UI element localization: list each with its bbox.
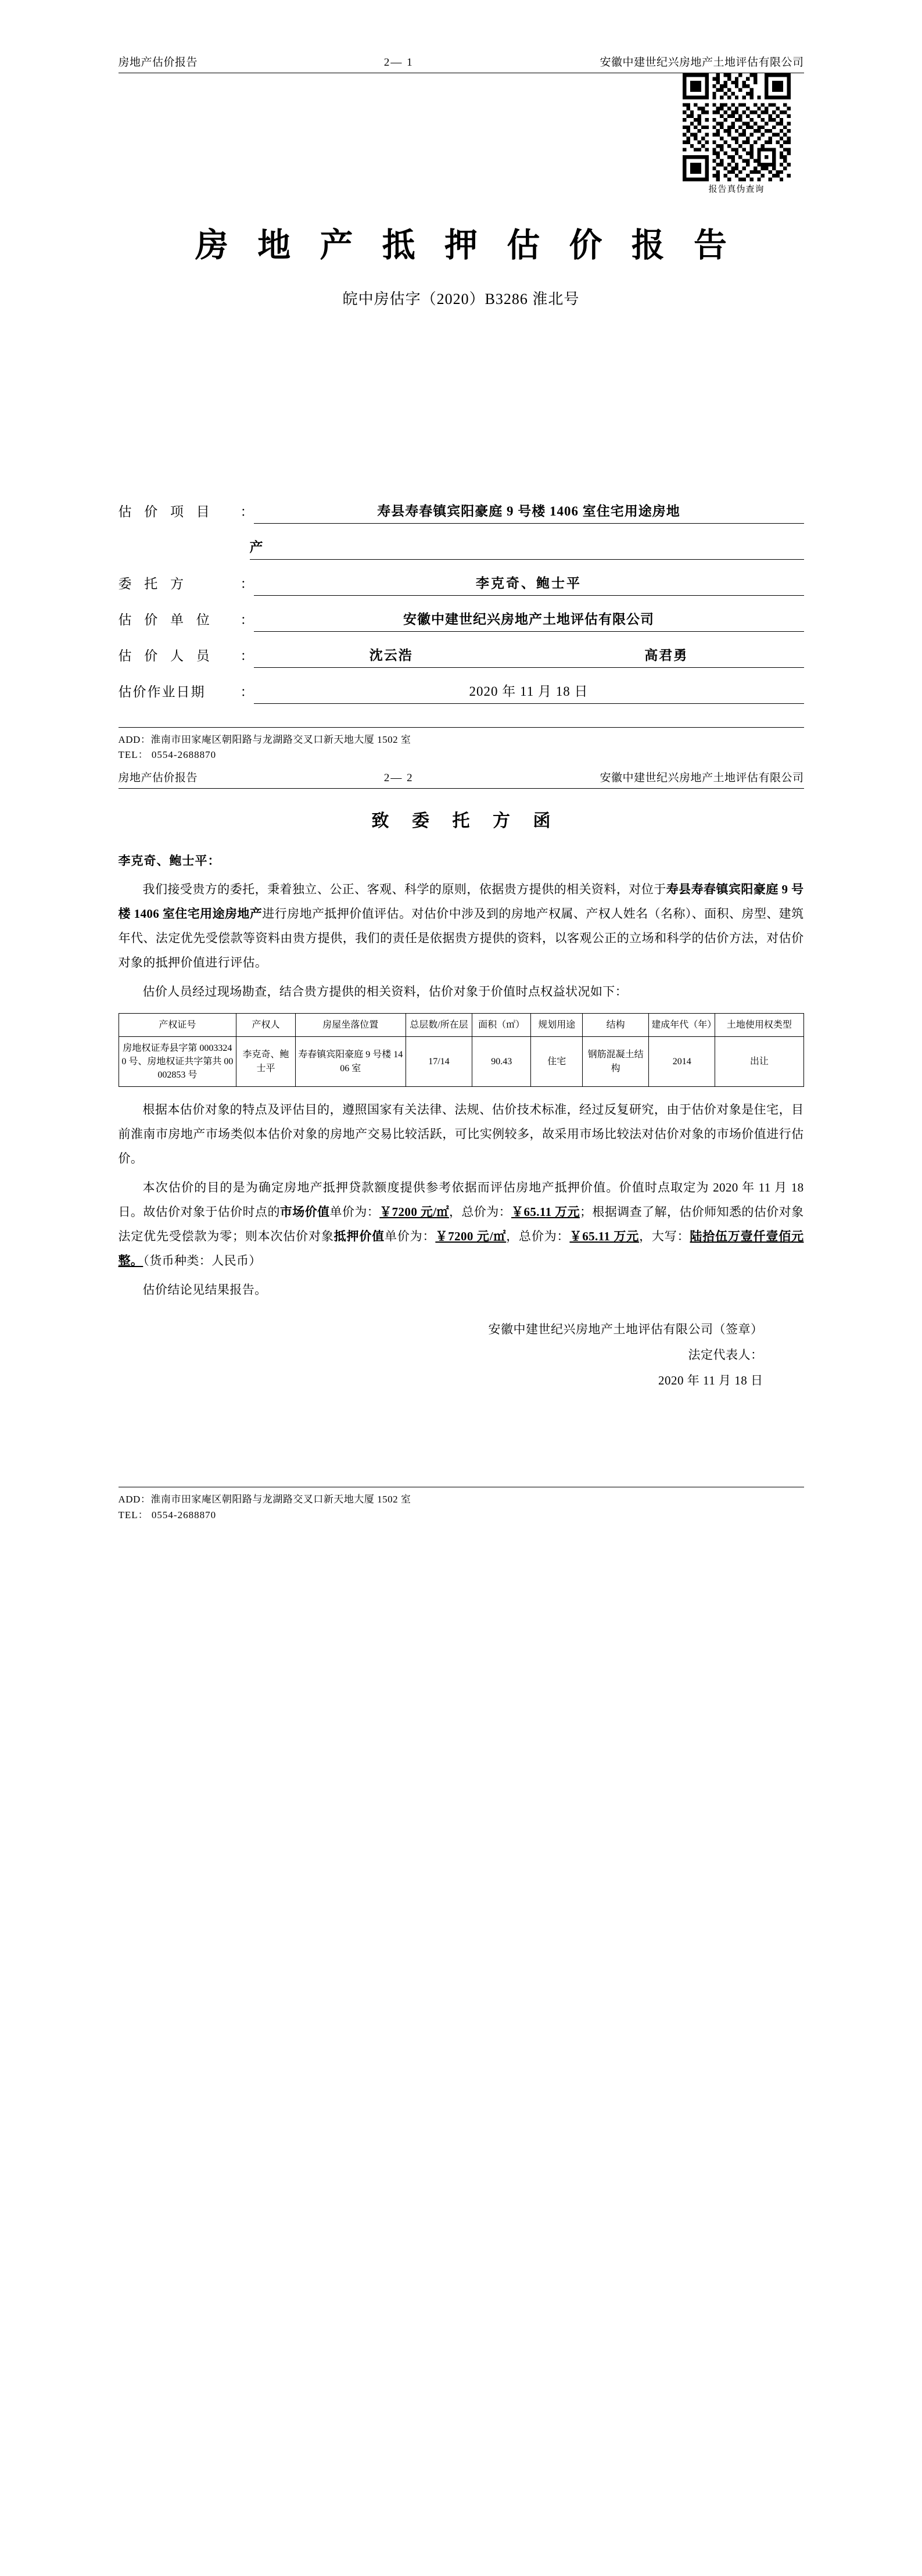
letter-paragraph-4 — [119, 1175, 804, 1273]
letter-paragraph-3 — [119, 1097, 804, 1171]
running-header-page-number: 2— 1 — [383, 56, 414, 69]
para1-seg3: 进行房地产抵押价值评估。对估价中涉及到的房地产权属、产权人姓名（名称）、面积、房型、建筑年代、法定优先受偿款等资料由贵方提供，我们的责任是依据贵方提供的资料，以客观公正的立场和科学的估价方法，对估价对象的抵押价值进行评估。 — [118, 906, 804, 969]
td-year: 2014 — [649, 1036, 715, 1087]
td-area: 90.43 — [472, 1036, 530, 1087]
signature-company: 安徽中建世纪兴房地产土地评估有限公司（签章） — [488, 1322, 763, 1337]
para5-seg1: 估价结论见结果报告。 — [142, 1283, 267, 1297]
td-cert-no: 房地权证寿县字第 00033240 号、房地权证共字第共 00002853 号 — [119, 1036, 236, 1087]
td-land-right: 出让 — [715, 1036, 803, 1087]
running-header-right: 安徽中建世纪兴房地产土地评估有限公司 — [600, 56, 804, 69]
para4-seg11: ，总价为： — [506, 1229, 570, 1244]
letter-paragraph-1 — [119, 877, 804, 975]
th-floors: 总层数/所在层 — [406, 1013, 472, 1036]
property-table-header-row — [119, 1013, 803, 1036]
footer-tel-2: TEL： 0554-2688870 — [118, 1509, 217, 1520]
letter-paragraph-2 — [119, 979, 804, 1004]
field-appraiser-2: 高君勇 — [644, 648, 688, 663]
para4-market-value-label: 市场价值 — [279, 1205, 330, 1219]
th-usage: 规划用途 — [531, 1013, 583, 1036]
para4-seg15: （货币种类：人民币） — [143, 1254, 261, 1268]
para4-seg9: 单价为： — [385, 1229, 436, 1244]
running-header-page1 — [119, 53, 804, 73]
td-usage: 住宅 — [531, 1036, 583, 1087]
td-structure: 钢筋混凝土结构 — [583, 1036, 649, 1087]
signature-legal-rep: 法定代表人： — [688, 1348, 763, 1362]
field-client-value: 李克奇、鲍士平 — [254, 573, 804, 596]
running-header-page-number-2: 2— 2 — [383, 771, 414, 784]
para2-seg1: 估价人员经过现场勘查，结合贵方提供的相关资料，估价对象于价值时点权益状况如下： — [142, 984, 628, 999]
qr-block — [679, 73, 795, 195]
letter-bottom-spacer — [119, 1394, 804, 1464]
para4-seg5: ，总价为： — [449, 1205, 512, 1219]
para4-seg13: ，大写： — [639, 1229, 690, 1244]
td-location: 寿春镇宾阳豪庭 9 号楼 1406 室 — [295, 1036, 406, 1087]
para4-mortgage-value-label: 抵押价值 — [333, 1229, 385, 1244]
para4-mortgage-total-price: ￥65.11 万元 — [569, 1229, 640, 1244]
footer-tel: TEL： 0554-2688870 — [118, 749, 217, 761]
letter-paragraph-5 — [119, 1278, 804, 1302]
cover-sheet — [119, 0, 804, 763]
th-location: 房屋坐落位置 — [295, 1013, 406, 1036]
field-appraisers-values — [254, 645, 804, 668]
para1-subject: 寿县寿春镇宾阳豪庭 9 号楼 1406 室住宅用途房地产 — [118, 882, 804, 921]
td-floors: 17/14 — [406, 1036, 472, 1087]
field-appraisal-company-colon: ： — [240, 613, 254, 627]
th-area: 面积（㎡） — [472, 1013, 530, 1036]
footer-address-2: ADD：淮南市田家庵区朝阳路与龙湖路交叉口新天地大厦 1502 室 — [118, 1494, 411, 1505]
para3-seg1: 根据本估价对象的特点及评估目的，遵照国家有关法律、法规、估价技术标准，经过反复研究，由于估价对象是住宅，目前淮南市房地产市场类似本估价对象的房地产交易比较活跃，可比实例较多，故采用市场比较法对估价对象的市场价值进行估价。 — [118, 1103, 804, 1166]
field-appraisers-colon: ： — [240, 649, 254, 663]
footer-page1 — [119, 727, 804, 763]
signature-date: 2020 年 11 月 18 日 — [658, 1373, 763, 1388]
footer-page2 — [119, 1487, 804, 1523]
para1-seg1: 我们接受贵方的委托，秉着独立、公正、客观、科学的原则，依据贵方提供的相关资料，对位于 — [142, 882, 666, 896]
qr-caption: 报告真伪查询 — [708, 185, 765, 194]
para4-mortgage-unit-price: ￥7200 元/㎡ — [435, 1229, 507, 1244]
field-project-label: 估 价 项 目 — [118, 505, 214, 519]
field-appraisal-date-label: 估价作业日期 — [118, 685, 206, 699]
letter-salutation: 李克奇、鲍士平： — [118, 853, 221, 868]
page-title: 房 地 产 抵 押 估 价 报 告 — [195, 227, 737, 264]
cover-qr-area — [119, 73, 804, 219]
letter-title: 致 委 托 方 函 — [371, 811, 560, 831]
field-appraisal-company-label: 估 价 单 位 — [118, 613, 214, 627]
field-project-value: 寿县寿春镇宾阳豪庭 9 号楼 1406 室住宅用途房地 — [254, 500, 804, 524]
th-owner: 产权人 — [236, 1013, 295, 1036]
field-client-colon: ： — [240, 577, 254, 591]
para4-seg1: 本次估价的目的是为确定房地产抵押贷款额度提供参考依据而评估房地产抵押价值。价值时点取定为 2020 年 11 月 18 日。故估价对象于估价时点的 — [118, 1180, 804, 1219]
report-number: 皖中房估字（2020）B3286 淮北号 — [342, 291, 580, 307]
running-header-left-2: 房地产估价报告 — [118, 771, 198, 784]
th-cert-no: 产权证号 — [119, 1013, 236, 1036]
cover-field-list — [119, 500, 804, 704]
field-client-label: 委 托 方 — [118, 577, 188, 591]
field-appraiser-1: 沈云浩 — [369, 648, 413, 663]
th-structure: 结构 — [583, 1013, 649, 1036]
field-appraisal-date-colon: ： — [240, 685, 254, 699]
field-appraisal-company-value: 安徽中建世纪兴房地产土地评估有限公司 — [254, 609, 804, 632]
para4-seg7: ；根据调查了解，估价师知悉的估价对象法定优先受偿款为零；则本次估价对象 — [118, 1205, 804, 1244]
footer-address: ADD：淮南市田家庵区朝阳路与龙湖路交叉口新天地大厦 1502 室 — [118, 734, 411, 745]
letter-sheet — [119, 763, 804, 1523]
field-client — [119, 573, 804, 596]
th-land-right: 土地使用权类型 — [715, 1013, 803, 1036]
property-table — [119, 1013, 804, 1087]
field-project — [119, 500, 804, 524]
para4-market-total-price: ￥65.11 万元 — [511, 1205, 580, 1219]
field-appraisers — [119, 645, 804, 668]
signature-block — [119, 1317, 804, 1393]
field-appraisal-date — [119, 681, 804, 704]
field-appraisers-label: 估 价 人 员 — [118, 649, 214, 663]
field-project-colon: ： — [240, 505, 254, 519]
para4-market-unit-price: ￥7200 元/㎡ — [379, 1205, 449, 1219]
running-header-right-2: 安徽中建世纪兴房地产土地评估有限公司 — [600, 771, 804, 784]
field-appraisal-company — [119, 609, 804, 632]
th-year: 建成年代（年） — [649, 1013, 715, 1036]
running-header-page2 — [119, 769, 804, 789]
table-row — [119, 1036, 803, 1087]
field-project-value-cont: 产 — [250, 536, 804, 560]
field-appraisal-date-value: 2020 年 11 月 18 日 — [254, 681, 804, 704]
para4-amount-in-words: 陆拾伍万壹仟壹佰元整。 — [118, 1229, 804, 1268]
td-owner: 李克奇、鲍士平 — [236, 1036, 295, 1087]
running-header-left: 房地产估价报告 — [118, 56, 198, 69]
para4-seg3: 单价为： — [329, 1205, 380, 1219]
qr-code-icon — [683, 73, 791, 181]
